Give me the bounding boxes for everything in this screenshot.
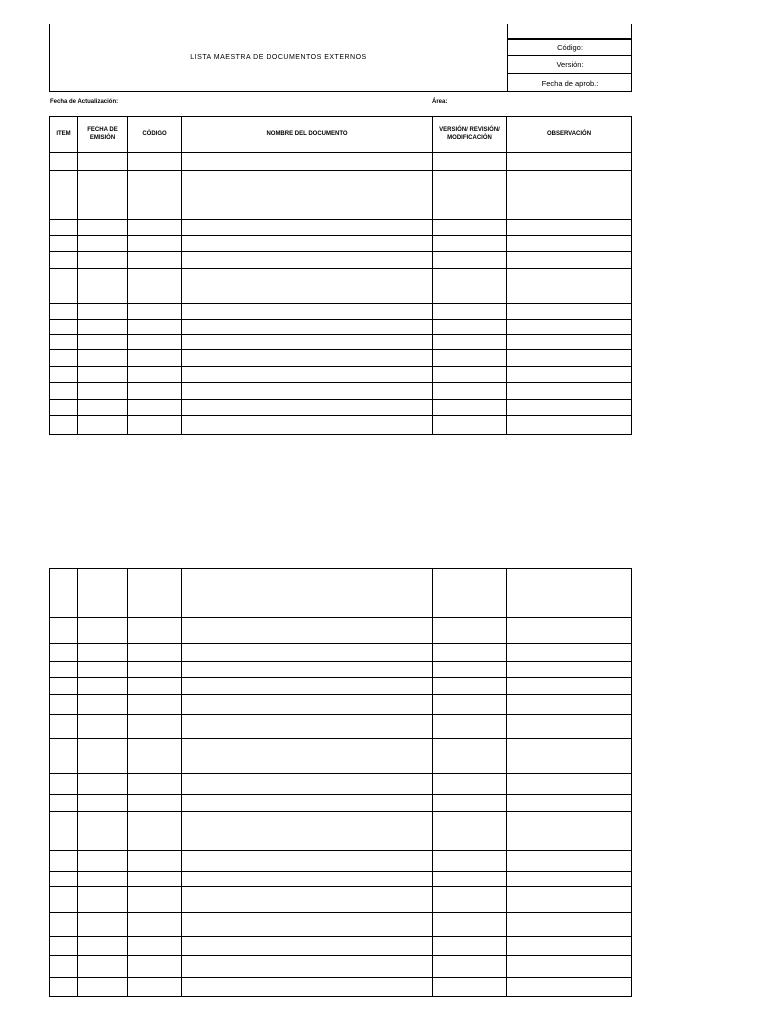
table-cell[interactable] [50,978,78,997]
documents-table-continued [49,568,632,997]
table-cell[interactable] [507,872,632,887]
column-header-version: VERSIÓN/ REVISIÓN/ MODIFICACIÓN [433,117,507,153]
table-cell[interactable] [182,978,433,997]
column-header-code: CÓDIGO [128,117,182,153]
table-cell[interactable] [433,812,507,851]
table-cell[interactable] [78,678,128,695]
table-cell[interactable] [50,695,78,715]
table-row [50,171,632,220]
table-body-1 [50,153,632,435]
table-cell[interactable] [433,956,507,978]
table-cell[interactable] [50,618,78,644]
update-date-label: Fecha de Actualización: [50,99,119,105]
table-cell[interactable] [507,220,632,236]
table-cell[interactable] [507,715,632,739]
table-cell[interactable] [128,220,182,236]
table-cell[interactable] [50,795,78,812]
table-cell[interactable] [433,367,507,383]
table-cell[interactable] [50,416,78,435]
table-cell[interactable] [128,678,182,695]
table-cell[interactable] [78,367,128,383]
table-cell[interactable] [433,269,507,304]
table-cell[interactable] [78,269,128,304]
table-cell[interactable] [182,715,433,739]
table-cell[interactable] [50,153,78,171]
table-cell[interactable] [78,715,128,739]
table-cell[interactable] [507,956,632,978]
table-cell[interactable] [507,269,632,304]
table-cell[interactable] [182,350,433,367]
table-cell[interactable] [507,887,632,913]
documents-table [49,116,632,435]
table-cell[interactable] [433,618,507,644]
table-cell[interactable] [50,913,78,937]
table-cell[interactable] [50,887,78,913]
table-row [50,978,632,997]
column-header-observation: OBSERVACIÓN [507,117,632,153]
table-cell[interactable] [433,335,507,350]
table-cell[interactable] [507,171,632,220]
table-cell[interactable] [182,812,433,851]
table-cell[interactable] [78,618,128,644]
table-cell[interactable] [128,383,182,400]
table-cell[interactable] [182,937,433,956]
table-cell[interactable] [78,383,128,400]
table-cell[interactable] [433,872,507,887]
table-cell[interactable] [128,171,182,220]
table-cell[interactable] [78,252,128,269]
table-cell[interactable] [182,872,433,887]
table-cell[interactable] [128,304,182,320]
table-cell[interactable] [182,367,433,383]
table-row [50,887,632,913]
table-cell[interactable] [78,335,128,350]
table-cell[interactable] [182,956,433,978]
table-cell[interactable] [507,795,632,812]
table-cell[interactable] [128,872,182,887]
table-cell[interactable] [128,569,182,618]
table-cell[interactable] [50,739,78,774]
table-cell[interactable] [78,913,128,937]
table-cell[interactable] [50,644,78,662]
table-cell[interactable] [182,153,433,171]
table-cell[interactable] [507,678,632,695]
table-cell[interactable] [128,644,182,662]
table-cell[interactable] [50,956,78,978]
table-cell[interactable] [50,937,78,956]
table-cell[interactable] [433,350,507,367]
table-cell[interactable] [507,812,632,851]
table-cell[interactable] [182,851,433,872]
table-cell[interactable] [182,171,433,220]
table-cell[interactable] [78,872,128,887]
table-cell[interactable] [50,367,78,383]
table-cell[interactable] [128,739,182,774]
table-cell[interactable] [507,695,632,715]
table-row [50,678,632,695]
table-row [50,400,632,416]
table-row [50,350,632,367]
table-cell[interactable] [433,715,507,739]
table-cell[interactable] [182,400,433,416]
table-cell[interactable] [507,662,632,678]
table-cell[interactable] [507,236,632,252]
table-row [50,335,632,350]
table-cell[interactable] [507,937,632,956]
table-row [50,304,632,320]
table-row [50,715,632,739]
table-cell[interactable] [78,812,128,851]
table-cell[interactable] [50,383,78,400]
table-cell[interactable] [182,236,433,252]
table-cell[interactable] [78,695,128,715]
table-cell[interactable] [50,400,78,416]
table-cell[interactable] [78,662,128,678]
table-cell[interactable] [78,320,128,335]
table-cell[interactable] [433,978,507,997]
table-cell[interactable] [128,662,182,678]
table-cell[interactable] [433,252,507,269]
table-cell[interactable] [433,774,507,795]
table-cell[interactable] [128,913,182,937]
table-cell[interactable] [433,304,507,320]
table-header-row [50,117,632,153]
table-row [50,618,632,644]
table-cell[interactable] [433,383,507,400]
table-cell[interactable] [182,220,433,236]
table-row [50,644,632,662]
table-body-2 [50,569,632,997]
table-row [50,872,632,887]
table-cell[interactable] [182,383,433,400]
table-cell[interactable] [507,153,632,171]
table-cell[interactable] [507,367,632,383]
table-cell[interactable] [507,739,632,774]
table-cell[interactable] [50,220,78,236]
code-field: Código: [508,38,632,56]
table-cell[interactable] [128,774,182,795]
table-cell[interactable] [507,416,632,435]
table-row [50,236,632,252]
table-cell[interactable] [182,913,433,937]
table-cell[interactable] [78,739,128,774]
table-cell[interactable] [128,795,182,812]
table-row [50,956,632,978]
table-cell[interactable] [50,872,78,887]
table-cell[interactable] [182,618,433,644]
table-cell[interactable] [50,812,78,851]
table-cell[interactable] [50,320,78,335]
table-cell[interactable] [507,335,632,350]
table-cell[interactable] [507,644,632,662]
table-cell[interactable] [128,153,182,171]
table-cell[interactable] [50,252,78,269]
table-cell[interactable] [50,569,78,618]
table-row [50,662,632,678]
table-cell[interactable] [78,236,128,252]
table-cell[interactable] [182,774,433,795]
table-cell[interactable] [50,350,78,367]
table-cell[interactable] [128,887,182,913]
approval-date-field: Fecha de aprob.: [541,78,599,88]
table-cell[interactable] [78,350,128,367]
table-cell[interactable] [507,569,632,618]
table-row [50,252,632,269]
table-cell[interactable] [433,400,507,416]
table-row [50,851,632,872]
table-cell[interactable] [128,695,182,715]
table-cell[interactable] [128,400,182,416]
table-cell[interactable] [50,678,78,695]
table-row [50,739,632,774]
table-cell[interactable] [433,795,507,812]
table-cell[interactable] [182,569,433,618]
version-field: Versión: [508,56,632,74]
table-cell[interactable] [50,715,78,739]
table-cell[interactable] [433,320,507,335]
table-cell[interactable] [507,618,632,644]
table-cell[interactable] [433,851,507,872]
table-cell[interactable] [78,978,128,997]
table-cell[interactable] [50,304,78,320]
table-cell[interactable] [507,304,632,320]
table-cell[interactable] [433,678,507,695]
table-cell[interactable] [78,171,128,220]
document-title: LISTA MAESTRA DE DOCUMENTOS EXTERNOS [190,54,367,61]
table-cell[interactable] [182,416,433,435]
table-cell[interactable] [78,937,128,956]
table-cell[interactable] [50,662,78,678]
table-cell[interactable] [433,569,507,618]
table-cell[interactable] [78,887,128,913]
table-cell[interactable] [182,887,433,913]
table-cell[interactable] [128,320,182,335]
table-cell[interactable] [128,956,182,978]
table-cell[interactable] [433,153,507,171]
table-cell[interactable] [128,367,182,383]
table-cell[interactable] [507,978,632,997]
table-cell[interactable] [78,795,128,812]
table-cell[interactable] [182,335,433,350]
table-cell[interactable] [128,618,182,644]
table-cell[interactable] [182,695,433,715]
table-cell[interactable] [433,236,507,252]
table-row [50,383,632,400]
table-cell[interactable] [433,695,507,715]
table-cell[interactable] [507,851,632,872]
table-cell[interactable] [78,400,128,416]
table-cell[interactable] [78,416,128,435]
table-cell[interactable] [507,383,632,400]
table-row [50,320,632,335]
table-row [50,367,632,383]
table-cell[interactable] [128,252,182,269]
table-cell[interactable] [433,937,507,956]
table-cell[interactable] [50,774,78,795]
table-cell[interactable] [128,416,182,435]
table-cell[interactable] [128,335,182,350]
table-cell[interactable] [433,913,507,937]
table-cell[interactable] [128,715,182,739]
table-cell[interactable] [507,400,632,416]
table-cell[interactable] [182,795,433,812]
table-cell[interactable] [78,644,128,662]
table-cell[interactable] [433,662,507,678]
table-cell[interactable] [128,937,182,956]
table-cell[interactable] [433,171,507,220]
table-row [50,269,632,304]
table-cell[interactable] [128,236,182,252]
table-cell[interactable] [128,269,182,304]
table-cell[interactable] [50,335,78,350]
table-cell[interactable] [433,644,507,662]
table-row [50,153,632,171]
table-cell[interactable] [50,851,78,872]
column-header-item: ITEM [50,117,78,153]
table-cell[interactable] [182,739,433,774]
document-header [49,24,632,92]
table-cell[interactable] [182,304,433,320]
table-row [50,913,632,937]
table-cell[interactable] [128,812,182,851]
table-cell[interactable] [182,662,433,678]
table-row [50,937,632,956]
table-cell[interactable] [433,887,507,913]
column-header-document-name: NOMBRE DEL DOCUMENTO [182,117,433,153]
table-cell[interactable] [182,252,433,269]
table-cell[interactable] [507,913,632,937]
table-cell[interactable] [507,320,632,335]
table-cell[interactable] [78,153,128,171]
table-row [50,795,632,812]
table-cell[interactable] [507,774,632,795]
table-cell[interactable] [78,851,128,872]
table-row [50,220,632,236]
area-label: Área: [432,99,448,105]
table-cell[interactable] [50,269,78,304]
table-cell[interactable] [128,350,182,367]
table-row [50,695,632,715]
table-cell[interactable] [182,678,433,695]
table-row [50,416,632,435]
table-cell[interactable] [182,644,433,662]
table-cell[interactable] [50,236,78,252]
table-cell[interactable] [507,252,632,269]
table-cell[interactable] [182,320,433,335]
column-header-issue-date: FECHA DE EMISIÓN [78,117,128,153]
table-row [50,569,632,618]
table-cell[interactable] [78,220,128,236]
table-cell[interactable] [433,220,507,236]
table-cell[interactable] [78,956,128,978]
table-row [50,812,632,851]
table-cell[interactable] [507,350,632,367]
table-cell[interactable] [433,739,507,774]
table-cell[interactable] [182,269,433,304]
table-cell[interactable] [78,304,128,320]
table-cell[interactable] [128,851,182,872]
table-cell[interactable] [78,774,128,795]
table-cell[interactable] [433,416,507,435]
table-row [50,774,632,795]
table-cell[interactable] [78,569,128,618]
table-cell[interactable] [128,978,182,997]
table-cell[interactable] [50,171,78,220]
